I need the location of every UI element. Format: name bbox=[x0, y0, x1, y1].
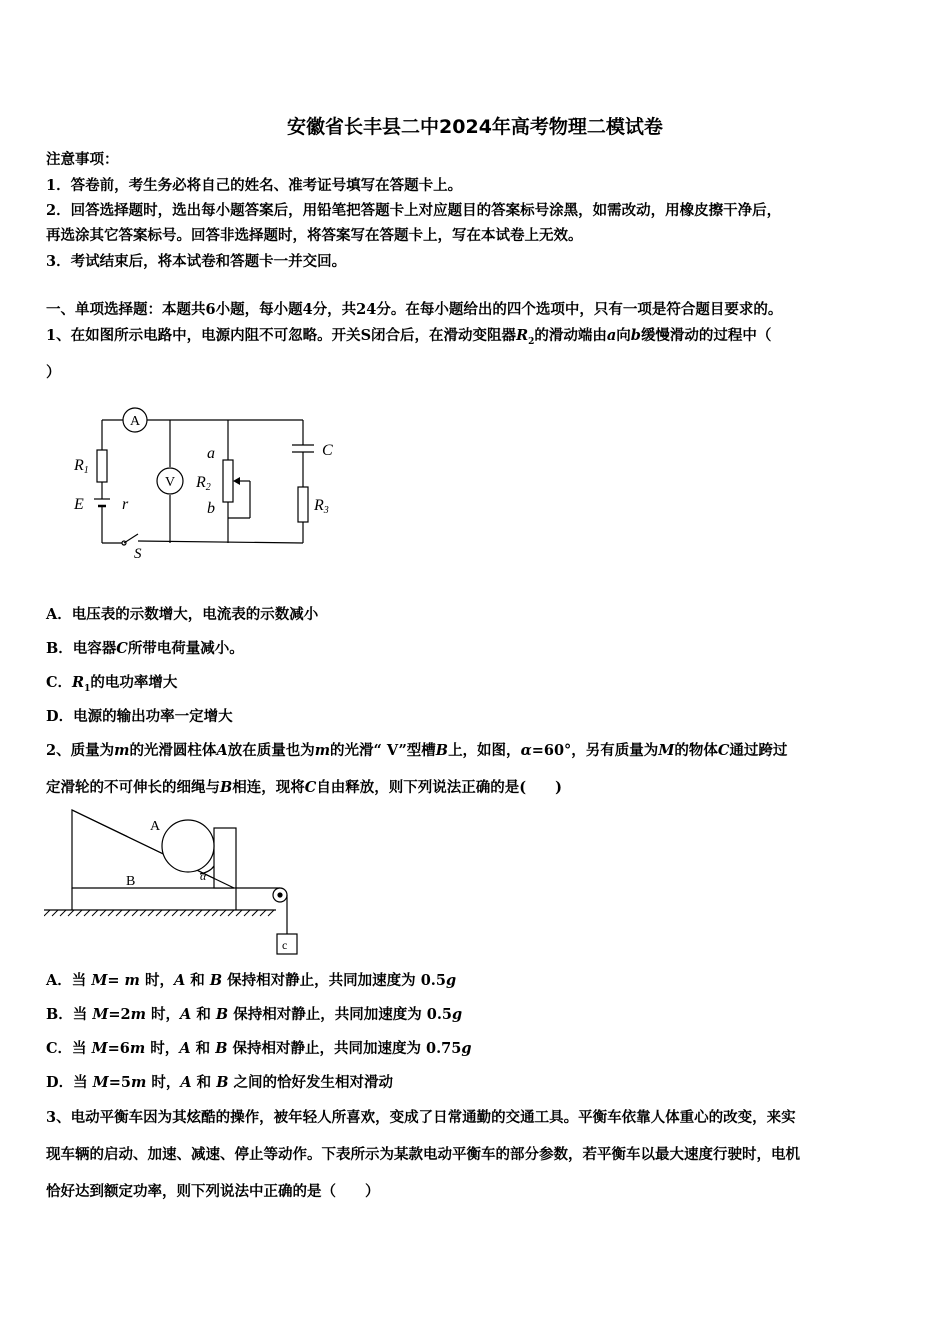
text-segment: 保持相对静止，共同加速度为 0.5 bbox=[222, 972, 446, 989]
q2-option-d bbox=[46, 1073, 393, 1093]
switch-label: S bbox=[134, 546, 142, 562]
text-segment: 放在质量也为 bbox=[227, 742, 315, 759]
b-label: b bbox=[207, 500, 215, 517]
q1-option-d: D．电源的输出功率一定增大 bbox=[46, 708, 233, 725]
text-segment: 的光滑圆柱体 bbox=[129, 742, 217, 759]
circuit-diagram bbox=[60, 395, 350, 570]
text-segment: M bbox=[658, 742, 675, 759]
incline-diagram bbox=[44, 808, 304, 958]
text-segment: 之间的恰好发生相对滑动 bbox=[228, 1074, 394, 1091]
q1-stem-close: ） bbox=[46, 364, 61, 381]
text-segment: C bbox=[717, 742, 730, 759]
groove-label: B bbox=[126, 874, 136, 889]
text-segment: 2、质量为 bbox=[46, 742, 115, 759]
text-segment: 相连，现将 bbox=[232, 779, 305, 796]
text-segment: C bbox=[304, 779, 317, 796]
text-segment: A bbox=[179, 1040, 191, 1057]
text-segment: 的物体 bbox=[674, 742, 718, 759]
q3-stem-line: 现车辆的启动、加速、减速、停止等动作。下表所示为某款电动平衡车的部分参数，若平衡车以最大速度行驶时，电机 bbox=[46, 1146, 800, 1163]
text-segment: 的光滑“ V”型槽 bbox=[330, 742, 436, 759]
c-label: C bbox=[322, 442, 333, 459]
r3-label: R3 bbox=[314, 497, 329, 516]
q2-option-b bbox=[46, 1005, 462, 1025]
text-segment: =6 bbox=[107, 1040, 130, 1057]
text-segment: m bbox=[129, 1040, 146, 1057]
text-segment: B bbox=[209, 972, 223, 989]
text-segment: 保持相对静止，共同加速度为 0.5 bbox=[228, 1006, 452, 1023]
text-segment: M bbox=[92, 1074, 109, 1091]
r-label: r bbox=[122, 496, 129, 513]
text-segment: 时， bbox=[145, 1006, 181, 1023]
ammeter-label: A bbox=[129, 414, 141, 429]
text-segment: =2 bbox=[108, 1006, 131, 1023]
text-segment: 和 bbox=[191, 1006, 216, 1023]
q1-stem: 1、在如图所示电路中，电源内阻不可忽略。开关S闭合后，在滑动变阻器$R_2$的滑动端由a向b缓慢滑动的过程中（ bbox=[46, 327, 772, 347]
text-segment: α bbox=[520, 742, 532, 759]
q1-option-b: B．电容器C所带电荷量减小。 bbox=[46, 640, 244, 657]
q3-stem-line: 恰好达到额定功率，则下列说法中正确的是（ ） bbox=[46, 1183, 380, 1200]
text-segment: C．当 bbox=[46, 1040, 92, 1057]
text-segment: 和 bbox=[191, 1074, 217, 1091]
e-label: E bbox=[74, 496, 84, 513]
text-segment: B bbox=[220, 779, 233, 796]
text-segment: m bbox=[314, 742, 331, 759]
text-segment: 保持相对静止，共同加速度为 0.75 bbox=[227, 1040, 462, 1057]
r2-label: R2 bbox=[196, 474, 211, 493]
q1-option-a: A．电压表的示数增大，电流表的示数减小 bbox=[46, 606, 319, 623]
text-segment: 通过跨过 bbox=[729, 742, 788, 759]
q2-stem-line1 bbox=[46, 741, 787, 761]
q2-option-c bbox=[46, 1039, 472, 1059]
text-segment: 自由释放，则下列说法正确的是( ) bbox=[316, 779, 563, 796]
text-segment: M bbox=[92, 1006, 109, 1023]
alpha-label: α bbox=[200, 869, 207, 883]
block-label: c bbox=[282, 938, 288, 952]
text-segment: M= m bbox=[91, 972, 140, 989]
text-segment: 和 bbox=[185, 972, 210, 989]
text-segment: A bbox=[216, 742, 228, 759]
notice-item: 1．答卷前，考生务必将自己的姓名、准考证号填写在答题卡上。 bbox=[46, 177, 463, 194]
text-segment: m bbox=[130, 1006, 146, 1023]
text-segment: M bbox=[91, 1040, 108, 1057]
page-title: 安徽省长丰县二中2024年高考物理二模试卷 bbox=[287, 116, 663, 138]
text-segment: 定滑轮的不可伸长的细绳与 bbox=[46, 779, 220, 796]
text-segment: 和 bbox=[190, 1040, 216, 1057]
cylinder-label: A bbox=[150, 819, 161, 834]
text-segment: B bbox=[435, 742, 449, 759]
text-segment: A bbox=[180, 1074, 192, 1091]
text-segment: g bbox=[445, 972, 457, 989]
notice-item: 再选涂其它答案标号。回答非选择题时，将答案写在答题卡上，写在本试卷上无效。 bbox=[46, 227, 583, 244]
text-segment: 时， bbox=[146, 1074, 181, 1091]
text-segment: A bbox=[180, 1006, 192, 1023]
text-segment: 上，如图， bbox=[448, 742, 521, 759]
notice-item: 2．回答选择题时，选出每小题答案后，用铅笔把答题卡上对应题目的答案标号涂黑，如需改动，用橡皮擦干净后， bbox=[46, 202, 782, 219]
text-segment: D．当 bbox=[46, 1074, 93, 1091]
r1-label: R1 bbox=[74, 457, 89, 476]
text-segment: B bbox=[215, 1006, 229, 1023]
text-segment: B．当 bbox=[46, 1006, 93, 1023]
text-segment: B bbox=[215, 1040, 228, 1057]
text-segment: 时， bbox=[139, 972, 174, 989]
q1-option-c: C．$R_1$的电功率增大 bbox=[46, 674, 178, 694]
text-segment: 时， bbox=[145, 1040, 180, 1057]
text-segment: A．当 bbox=[46, 972, 92, 989]
text-segment: g bbox=[461, 1040, 472, 1057]
text-segment: =60°，另有质量为 bbox=[531, 742, 659, 759]
text-segment: =5 bbox=[108, 1074, 131, 1091]
section-heading: 一、单项选择题：本题共6小题，每小题4分，共24分。在每小题给出的四个选项中，只有一项是符合题目要求的。 bbox=[46, 301, 783, 318]
text-segment: m bbox=[130, 1074, 147, 1091]
q2-stem-line2 bbox=[46, 778, 562, 798]
notice-item: 3．考试结束后，将本试卷和答题卡一并交回。 bbox=[46, 253, 347, 270]
text-segment: m bbox=[114, 742, 130, 759]
text-segment: A bbox=[173, 972, 186, 989]
q2-option-a bbox=[46, 971, 456, 991]
a-label: a bbox=[207, 445, 215, 462]
text-segment: g bbox=[452, 1006, 463, 1023]
notice-heading: 注意事项： bbox=[46, 151, 119, 168]
text-segment: B bbox=[216, 1074, 229, 1091]
voltmeter-label: V bbox=[164, 475, 176, 490]
q3-stem-line: 3、电动平衡车因为其炫酷的操作，被年轻人所喜欢，变成了日常通勤的交通工具。平衡车依靠人体重心的改变，来实 bbox=[46, 1109, 796, 1126]
